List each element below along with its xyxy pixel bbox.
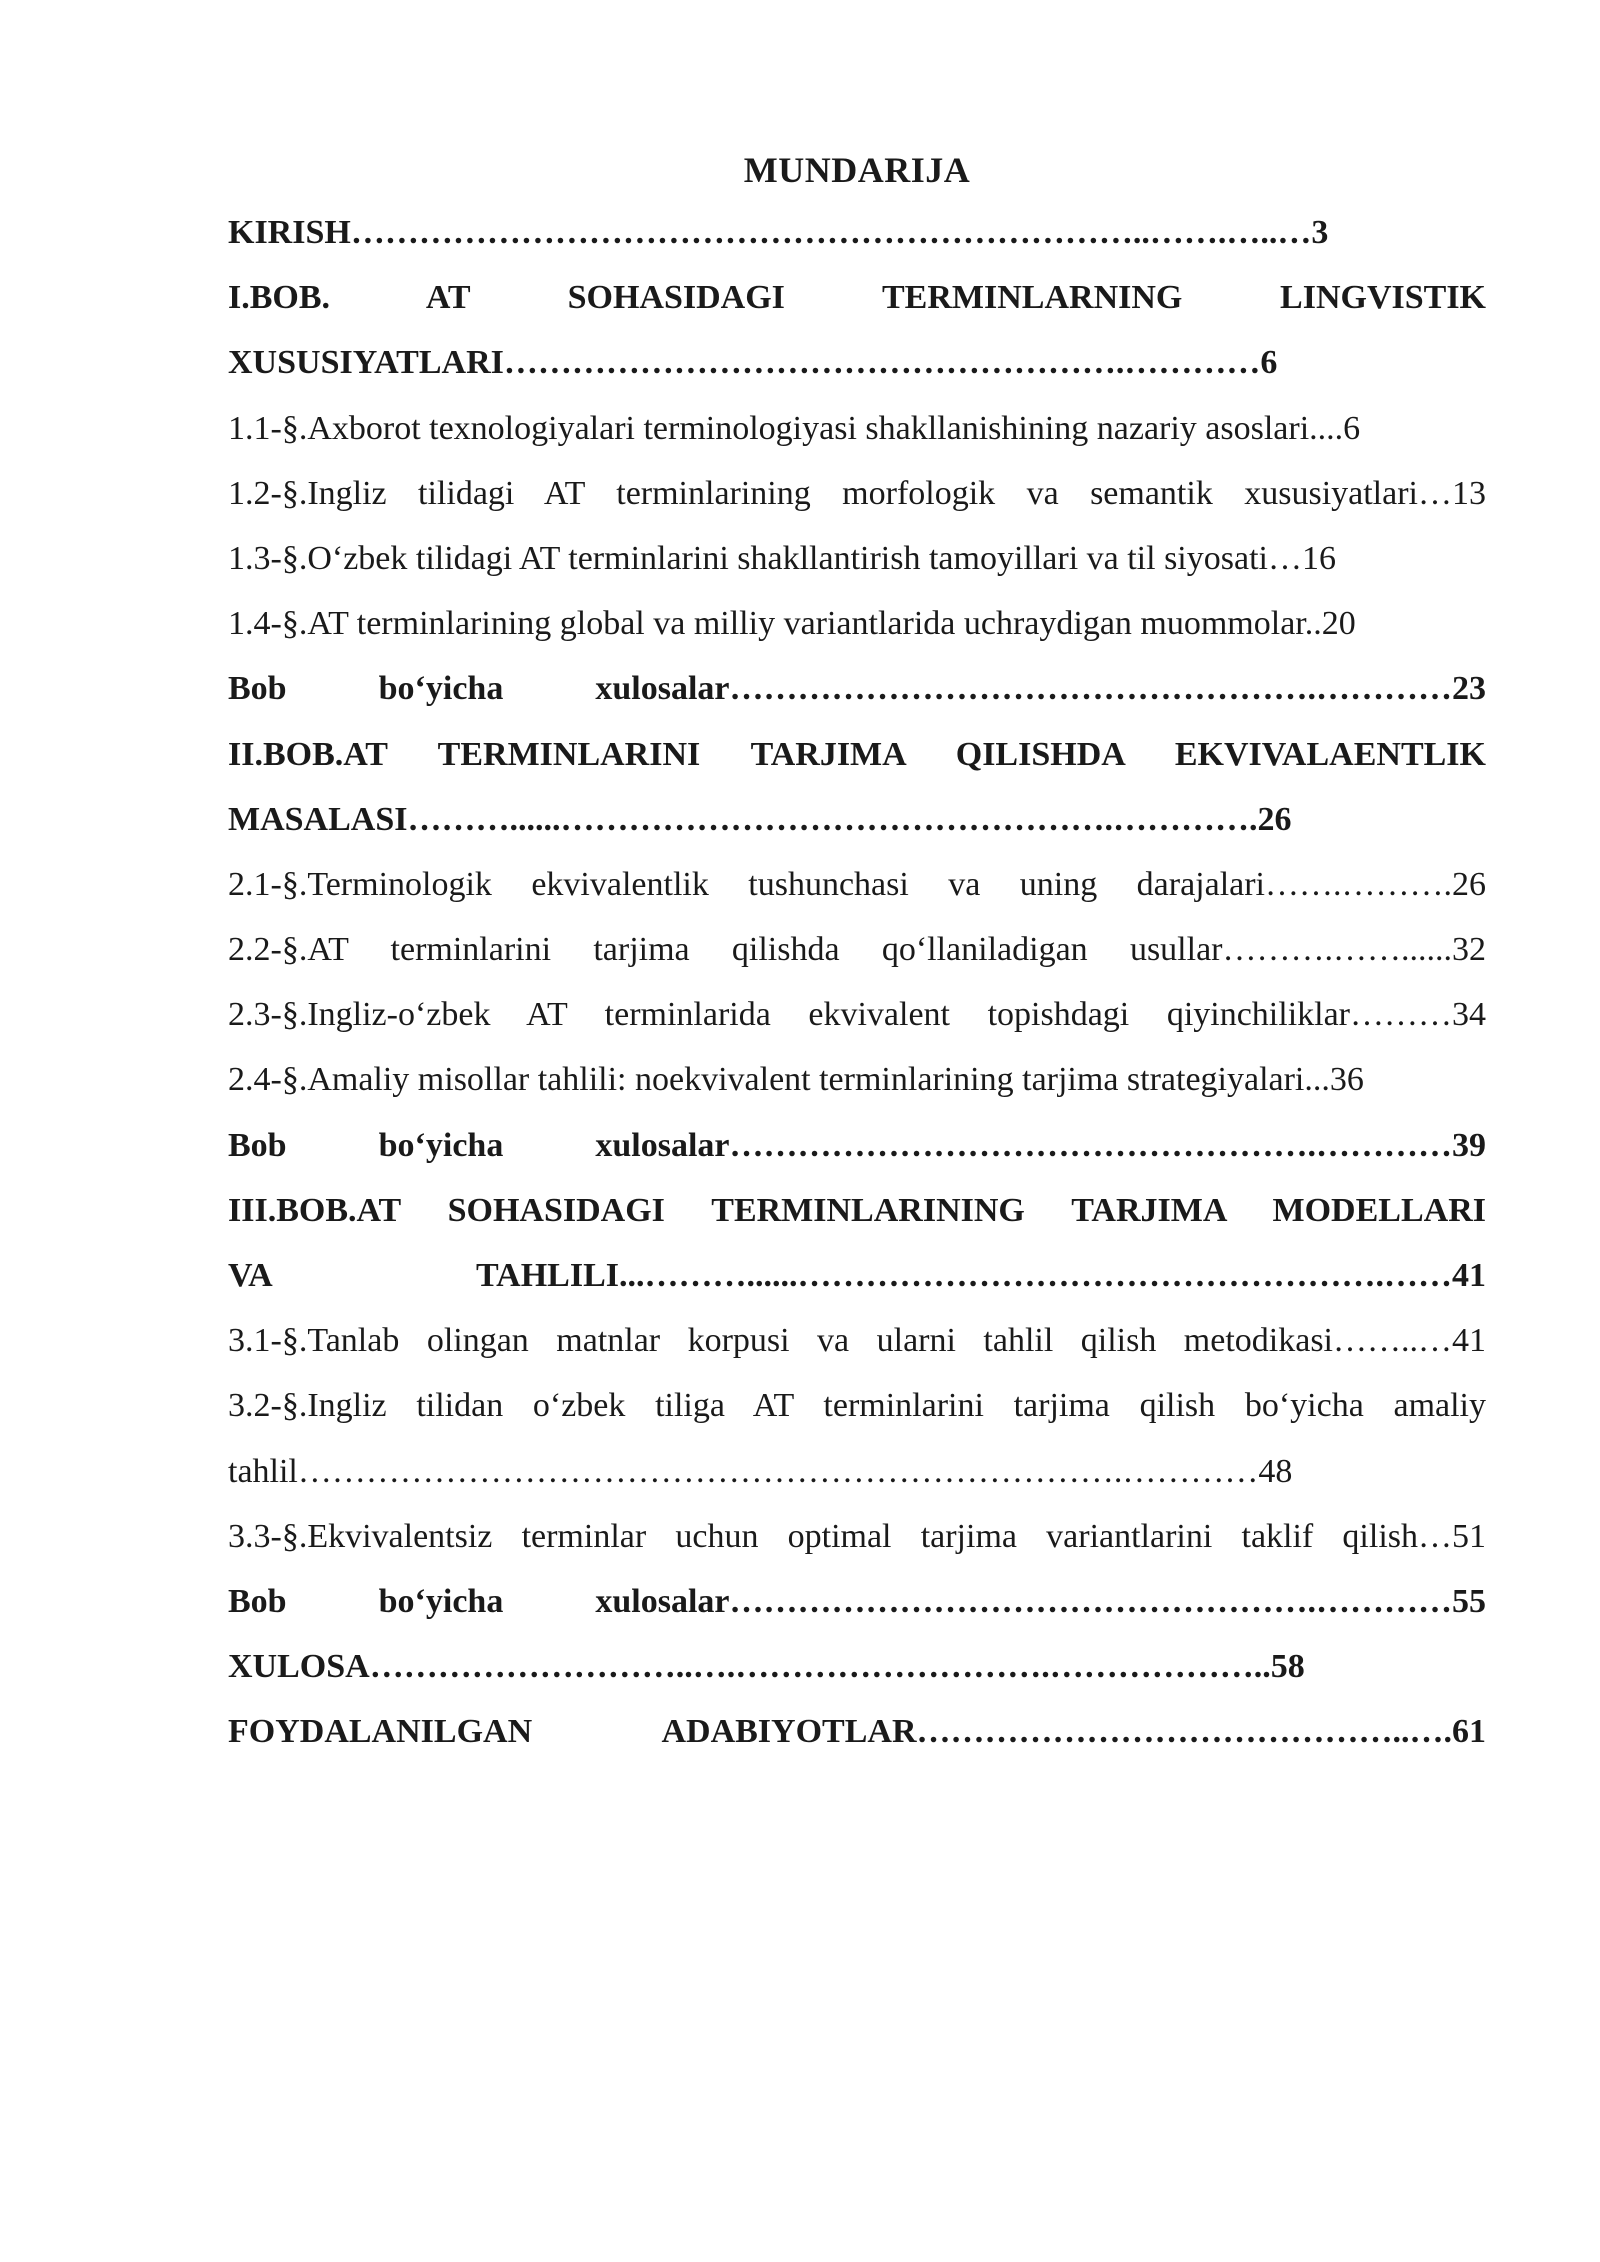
toc-list: [228, 200, 1486, 1765]
toc-entry: 1.4-§.AT terminlarining global va milliy variantlarida uchraydigan muommolar..20: [228, 605, 1356, 643]
toc-entry: KIRISH……………………………………………………………..…….…..…3: [228, 214, 1329, 251]
toc-entry: 1.3-§.O‘zbek tilidagi AT terminlarini shakllantirish tamoyillari va til siyosati…16: [228, 539, 1336, 577]
toc-entry: Bob bo‘yicha xulosalar…………………………………………….…………39: [228, 1126, 1486, 1164]
toc-entry: VA TAHLILI...………......…………………………………………….……41: [228, 1257, 1486, 1294]
page-title: MUNDARIJA: [743, 150, 971, 190]
table-of-contents-page: [228, 150, 1486, 1765]
toc-entry: 1.2-§.Ingliz tilidagi AT terminlarining morfologik va semantik xususiyatlari…13: [228, 474, 1486, 512]
toc-entry: 2.1-§.Terminologik ekvivalentlik tushunchasi va uning darajalari…….……….26: [228, 865, 1486, 903]
toc-entry: 3.2-§.Ingliz tilidan o‘zbek tiliga AT terminlarini tarjima qilish bo‘yicha amaliy: [228, 1387, 1486, 1425]
toc-entry: 2.2-§.AT terminlarini tarjima qilishda qo‘llaniladigan usullar……….……......32: [228, 931, 1486, 969]
toc-entry: MASALASI………......………………………………………….………….26: [228, 800, 1292, 838]
toc-entry: Bob bo‘yicha xulosalar…………………………………………….…………55: [228, 1582, 1486, 1620]
toc-entry: XUSUSIYATLARI……………………………………………….…………6: [228, 344, 1278, 382]
toc-entry: 2.4-§.Amaliy misollar tahlili: noekvivalent terminlarining tarjima strategiyalari...36: [228, 1061, 1364, 1099]
toc-entry: II.BOB.AT TERMINLARINI TARJIMA QILISHDA EKVIVALAENTLIK: [228, 735, 1486, 773]
toc-entry: 3.3-§.Ekvivalentsiz terminlar uchun optimal tarjima variantlarini taklif qilish…51: [228, 1517, 1486, 1555]
toc-entry: XULOSA………………………..….……………………….………………..58: [228, 1648, 1305, 1686]
toc-entry: III.BOB.AT SOHASIDAGI TERMINLARINING TARJIMA MODELLARI: [228, 1191, 1486, 1229]
toc-entry: 3.1-§.Tanlab olingan matnlar korpusi va ularni tahlil qilish metodikasi……..…41: [228, 1322, 1486, 1360]
toc-entry: I.BOB. AT SOHASIDAGI TERMINLARNING LINGVISTIK: [228, 279, 1486, 317]
toc-entry: 2.3-§.Ingliz-o‘zbek AT terminlarida ekvivalent topishdagi qiyinchiliklar………34: [228, 996, 1486, 1034]
toc-entry: tahlil……………………………………………………………….…………48: [228, 1452, 1293, 1490]
toc-entry: 1.1-§.Axborot texnologiyalari terminologiyasi shakllanishining nazariy asoslari....6: [228, 409, 1361, 447]
toc-entry: FOYDALANILGAN ADABIYOTLAR……………………………………..….61: [228, 1713, 1486, 1751]
toc-entry: Bob bo‘yicha xulosalar…………………………………………….…………23: [228, 670, 1486, 708]
